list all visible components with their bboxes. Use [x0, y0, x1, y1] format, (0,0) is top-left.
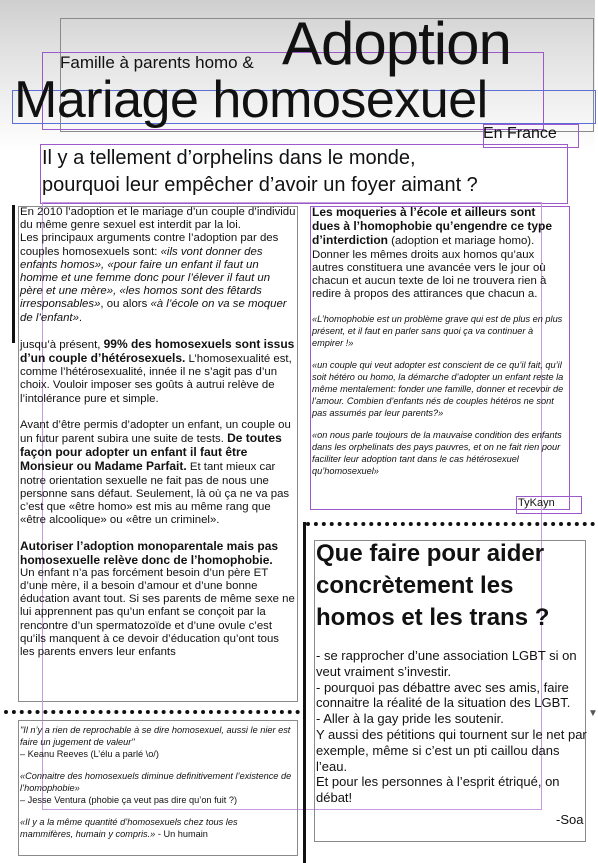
tagline-line-2: pourquoi leur empêcher d’avoir un foyer aimant ? [42, 174, 478, 196]
quote-3 [20, 816, 292, 840]
que-faire-line-1: - se rapprocher d’une association LGBT si on veut vraiment s’investir. [316, 648, 577, 679]
left-accent-bar [12, 205, 15, 343]
signature-soa: -Soa [556, 812, 584, 827]
right-quotes [312, 313, 566, 477]
vertical-separator [303, 522, 306, 863]
quote-2 [20, 770, 292, 806]
dotted-separator-left [4, 710, 300, 714]
label-en-france: En France [483, 125, 557, 142]
quote-3-text: «Il y a la même quantité d’homosexuels chez tous les mammifères, humain y compris.» [20, 817, 238, 839]
section-title-que-faire: Que faire pour aider concrètement les homos et les trans ? [316, 540, 550, 631]
right-p1-bold: Les moqueries à l’école et ailleurs sont dues à l’homophobie qu’engendre ce type d’interdiction [312, 205, 553, 248]
right-quote-a [312, 313, 566, 349]
left-paragraph-3 [20, 338, 296, 406]
left-p3-bold: 99% des homosexuels sont issus d’un couple d’hétérosexuels. [20, 336, 295, 366]
que-faire-line-3: - Aller à la gay pride les soutenir. [316, 711, 504, 727]
quote-1-text: "Il n’y a rien de reprochable à se dire homosexuel, aussi le nier est faire un jugement de valeur" [20, 725, 291, 747]
left-p2-text: Les principaux arguments contre l’adoption par des couples homosexuels sont: [20, 232, 279, 258]
tagline [42, 145, 562, 199]
quote-1 [20, 724, 292, 760]
left-p3-text: jusqu’à présent, [20, 338, 104, 351]
right-quote-b-text: «un couple qui veut adopter est conscient de ce qu’il fait, qu’il soit hétéro ou homo, la démarche d’adopter un enfant reste la même mentalement: fonder une famille, donner et recevoir de l’amour. Combien d’enfants nés de couples hétéros ne sont pas assumés par leur parents?» [312, 360, 564, 419]
right-quote-c [312, 429, 566, 477]
left-p2-connector: , ou alors [100, 298, 151, 311]
title-mariage: Mariage homosexuel [14, 71, 488, 129]
left-paragraph-5-title: Autoriser l’adoption monoparentale mais pas homosexuelle relève donc de l’homophobie. [20, 539, 279, 567]
left-paragraph-5-body: Un enfant n’a pas forcément besoin d’un père ET d’une mère, il a besoin d’amour et d’une bonne éducation avant tout. Si ses parents de même sexe ne lui apprennent pas qu’un enfant se conçoit par la rencontre d’un spermatozoïde et d’une ovule c’est qu’ils manquent à ce devoir d’éducation qu’ont tous les parents envers leur enfants [20, 566, 295, 659]
quote-2-author: – Jesse Ventura (phobie ça veut pas dire qu’on fuit ?) [20, 795, 238, 805]
que-faire-line-4: Y aussi des pétitions qui tournent sur le net par exemple, même si c’est un pti caillou dans l’eau. [316, 726, 587, 774]
right-quote-a-text: «L’homophobie est un problème grave qui est de plus en plus présent, et il faut en parler sans quoi ça va continuer à empirer !» [312, 314, 563, 349]
que-faire-line-2: - pourquoi pas débattre avec ses amis, faire connaitre la réalité de la situation des LGBT. [316, 679, 571, 711]
left-p2-quotes: «ils vont donner des enfants homos», «pour faire un enfant il faut un homme et une femme donc pour l’élever il faut un père et une mère», «les homos sont des fêtards irresponsables» [20, 245, 271, 311]
left-p4-rest: Et tant mieux car notre orientation sexuelle ne fait pas de nous une personne sans défaut. Seulement, là où ça ne va pas c’est que «être homo» est mis au même rang que «être alcoolique» ou «être un criminel». [20, 461, 290, 527]
left-p4-bold: De toutes façon pour adopter un enfant il faut être Monsieur ou Madame Parfait. [20, 431, 282, 474]
left-paragraph-4 [20, 419, 296, 528]
left-column-text [20, 206, 296, 659]
right-paragraph-1 [312, 206, 566, 301]
left-p3-rest: L’homosexualité est, comme l’hétérosexualité, innée il ne s’agit pas d’un choix. Vouloir imposer ses goûts à autrui relève de l’intolérance pure et simple. [20, 353, 292, 405]
left-p2-quote-ecole: «à l’école on va se moquer de l’enfant» [20, 298, 287, 324]
right-quote-c-text: «on nous parle toujours de la mauvaise condition des enfants dans les orphelinats des pays pauvres, et on ne fait rien pour faciliter leur adoption tant dans le cas hétérosexuel qu’homosexuel» [312, 430, 562, 477]
left-paragraph-2 [20, 232, 296, 324]
right-column-text [312, 206, 566, 487]
dotted-separator-right [306, 522, 595, 526]
quote-3-author: - Un humain [155, 829, 208, 839]
title-adoption: Adoption [282, 10, 511, 77]
left-paragraph-1: En 2010 l’adoption et le mariage d’un couple d’individu du même genre sexuel est interdit par la loi. [20, 206, 296, 232]
left-p2-end: . [78, 311, 83, 324]
que-faire-line-5: Et pour les personnes à l’esprit étriqué, on débat! [316, 774, 560, 806]
left-p4-text: Avant d’être permis d’adopter un enfant, un couple ou un futur parent subira une suite de tests. [20, 418, 291, 446]
que-faire-body [316, 648, 588, 806]
quotes-block [20, 724, 292, 850]
quote-2-text: «Connaitre des homosexuels diminue definitivement l’existence de l’homophobie» [20, 771, 292, 793]
subtitle-famille: Famille à parents homo & [60, 53, 254, 72]
quote-1-author: – Keanu Reeves (L’élu a parlé \o/) [20, 749, 159, 759]
guide-arrow-icon: ▼ [588, 708, 598, 719]
tagline-line-1: Il y a tellement d’orphelins dans le monde, [42, 147, 416, 169]
signature-tykayn: TyKayn [518, 497, 555, 509]
right-p1-rest: (adoption et mariage homo). Donner les mêmes droits aux homos qu’aux autres constituera une avancée vers le jour où chacun et aucun texte de loi ne trouvera rien à redire à propos des attirances que chacun a. [312, 235, 547, 301]
right-quote-b [312, 359, 566, 419]
